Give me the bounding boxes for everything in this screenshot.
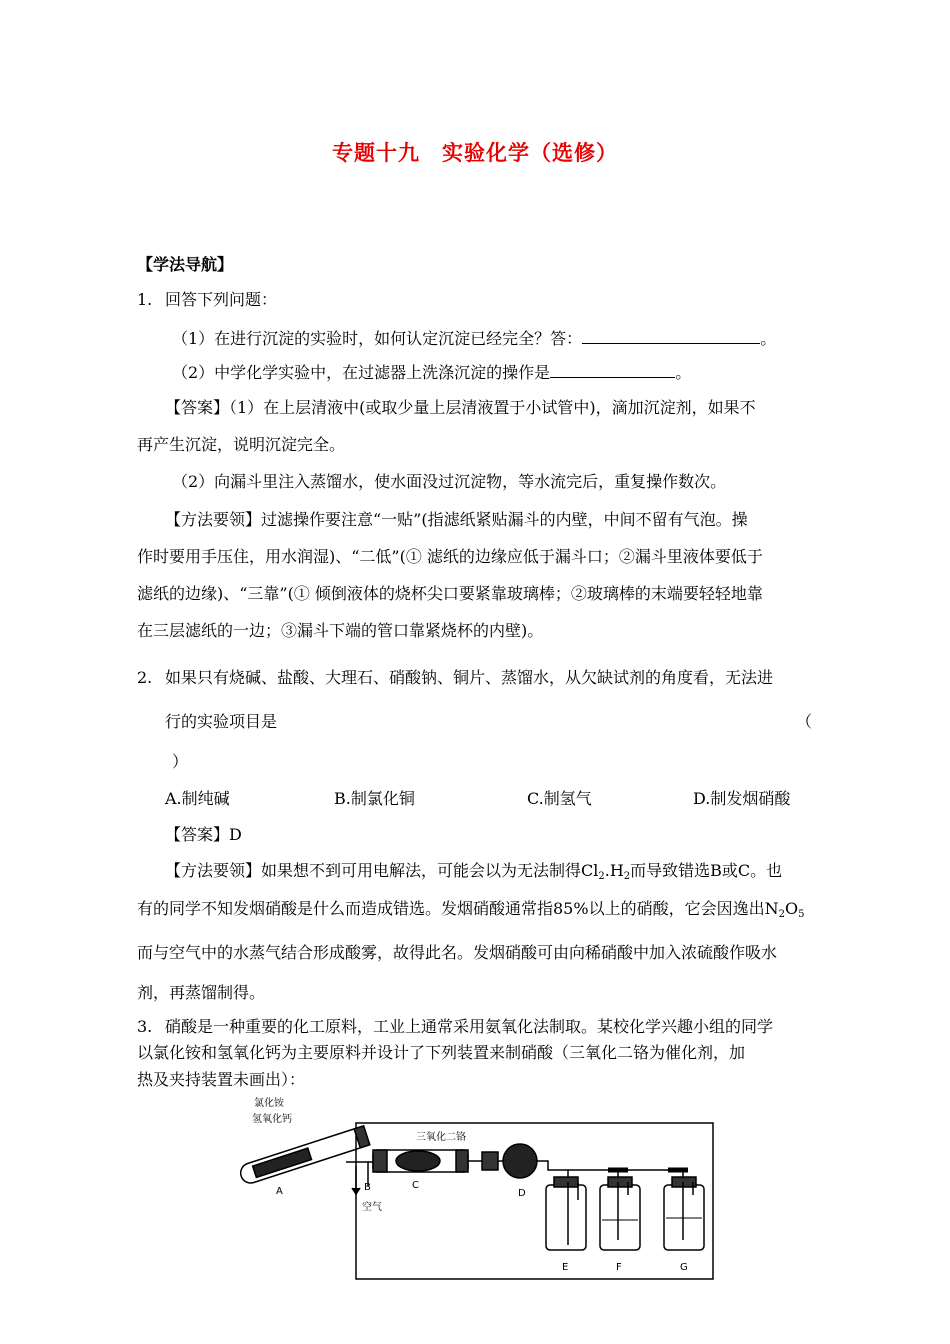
q1-answer-line3: （2）向漏斗里注入蒸馏水，使水面没过沉淀物，等水流完后，重复操作数次。: [172, 472, 727, 491]
stopper-c: [456, 1150, 468, 1172]
q2-method-line4: 剂，再蒸馏制得。: [137, 983, 266, 1002]
q2-line1: 如果只有烧碱、盐酸、大理石、硝酸钠、铜片、蒸馏水，从欠缺试剂的角度看，无法进: [165, 668, 774, 687]
q1-number: 1.: [137, 290, 153, 309]
label-g: G: [680, 1262, 688, 1273]
page-title: 专题十九 实验化学（选修）: [332, 141, 618, 165]
apparatus-figure: [228, 1090, 718, 1290]
label-f: F: [616, 1262, 622, 1273]
q2-method-l1-sub2: 2: [623, 871, 631, 882]
flask-d: [503, 1144, 537, 1178]
q2-method-l2-b: O: [784, 899, 799, 918]
q2-method-line2: [137, 899, 804, 919]
label-b: B: [364, 1182, 371, 1193]
q2-option-c[interactable]: C.制氢气: [527, 789, 592, 808]
q2-paren-open: （: [796, 712, 813, 731]
q1-part2: [172, 361, 691, 383]
label-reagent2: 氢氧化钙: [252, 1114, 292, 1125]
q1-method-line2: 作时要用手压住，用水润湿)、“二低”(① 滤纸的边缘应低于漏斗口；②漏斗里液体要低于: [137, 547, 763, 566]
stopper-b: [373, 1150, 387, 1172]
bottle-f: [600, 1185, 640, 1250]
q2-method-l1-c: 而导致错选B或C。也: [630, 861, 783, 880]
q2-method-l1-b: .H: [604, 861, 624, 880]
q3-line3: 热及夹持装置未画出）：: [137, 1070, 306, 1089]
q2-paren-close: ）: [172, 752, 189, 771]
q2-method-l2-sub1: 2: [778, 909, 785, 920]
q2-line2: 行的实验项目是: [165, 712, 278, 731]
q2-method-l2-a: 有的同学不知发烟硝酸是什么而造成错选。发烟硝酸通常指85%以上的硝酸，它会因逸出N: [137, 899, 779, 918]
label-c: C: [412, 1180, 419, 1191]
label-air: 空气: [362, 1202, 382, 1213]
q3-number: 3.: [137, 1017, 153, 1036]
q1-answer-line1: 【答案】（1）在上层清液中(或取少量上层清液置于小试管中)，滴加沉淀剂，如果不: [165, 398, 756, 417]
apparatus-diagram: [228, 1090, 718, 1290]
q2-number: 2.: [137, 668, 153, 687]
q2-answer: 【答案】D: [165, 825, 242, 844]
label-catalyst: 三氧化二铬: [416, 1132, 466, 1143]
q2-method-l2-sub2: 5: [798, 909, 805, 920]
q3-line2: 以氯化铵和氢氧化钙为主要原料并设计了下列装置来制硝酸（三氧化二铬为催化剂，加: [137, 1043, 746, 1062]
bottle-e: [546, 1185, 586, 1250]
q2-method-l1-sub1: 2: [598, 871, 605, 882]
q1-part2-blank[interactable]: [550, 361, 675, 378]
label-a: A: [276, 1186, 283, 1197]
label-reagent1: 氯化铵: [254, 1098, 284, 1109]
q2-method-line3: 而与空气中的水蒸气结合形成酸雾，故得此名。发烟硝酸可由向稀硝酸中加入浓硫酸作吸水: [137, 943, 778, 962]
q1-part1-text: （1）在进行沉淀的实验时，如何认定沉淀已经完全？答：: [172, 329, 583, 348]
q1-part2-text: （2）中学化学实验中，在过滤器上洗涤沉淀的操作是: [172, 363, 551, 382]
q1-method-line4: 在三层滤纸的一边；③漏斗下端的管口靠紧烧杯的内壁)。: [137, 621, 544, 640]
q1-part1-end: 。: [760, 329, 777, 348]
q1-part1: [172, 327, 776, 349]
q2-option-d[interactable]: D.制发烟硝酸: [693, 789, 791, 808]
q1-answer-line2: 再产生沉淀，说明沉淀完全。: [137, 435, 346, 454]
q1-method-line1: 【方法要领】过滤操作要注意“一贴”(指滤纸紧贴漏斗的内壁，中间不留有气泡。操: [165, 510, 748, 529]
stopper-e: [554, 1177, 578, 1187]
q2-method-l1-a: 【方法要领】如果想不到可用电解法，可能会以为无法制得Cl: [165, 861, 599, 880]
q1-part1-blank[interactable]: [582, 327, 760, 344]
label-e: E: [562, 1262, 569, 1273]
label-d: D: [518, 1188, 526, 1199]
apparatus-frame: [356, 1123, 713, 1279]
q1-part2-end: 。: [675, 363, 692, 382]
q2-method-line1: [165, 861, 782, 881]
q1-method-line3: 滤纸的边缘)、“三靠”(① 倾倒液体的烧杯尖口要紧靠玻璃棒；②玻璃棒的末端要轻轻地靠: [137, 584, 763, 603]
catalyst-bed: [396, 1151, 440, 1171]
q2-option-a[interactable]: A.制纯碱: [165, 789, 230, 808]
section-heading: 【学法导航】: [137, 255, 234, 274]
q3-line1: 硝酸是一种重要的化工原料，工业上通常采用氨氧化法制取。某校化学兴趣小组的同学: [165, 1017, 774, 1036]
q2-option-b[interactable]: B.制氯化铜: [334, 789, 415, 808]
q1-stem: 回答下列问题：: [165, 290, 278, 309]
connector-d: [482, 1152, 498, 1170]
